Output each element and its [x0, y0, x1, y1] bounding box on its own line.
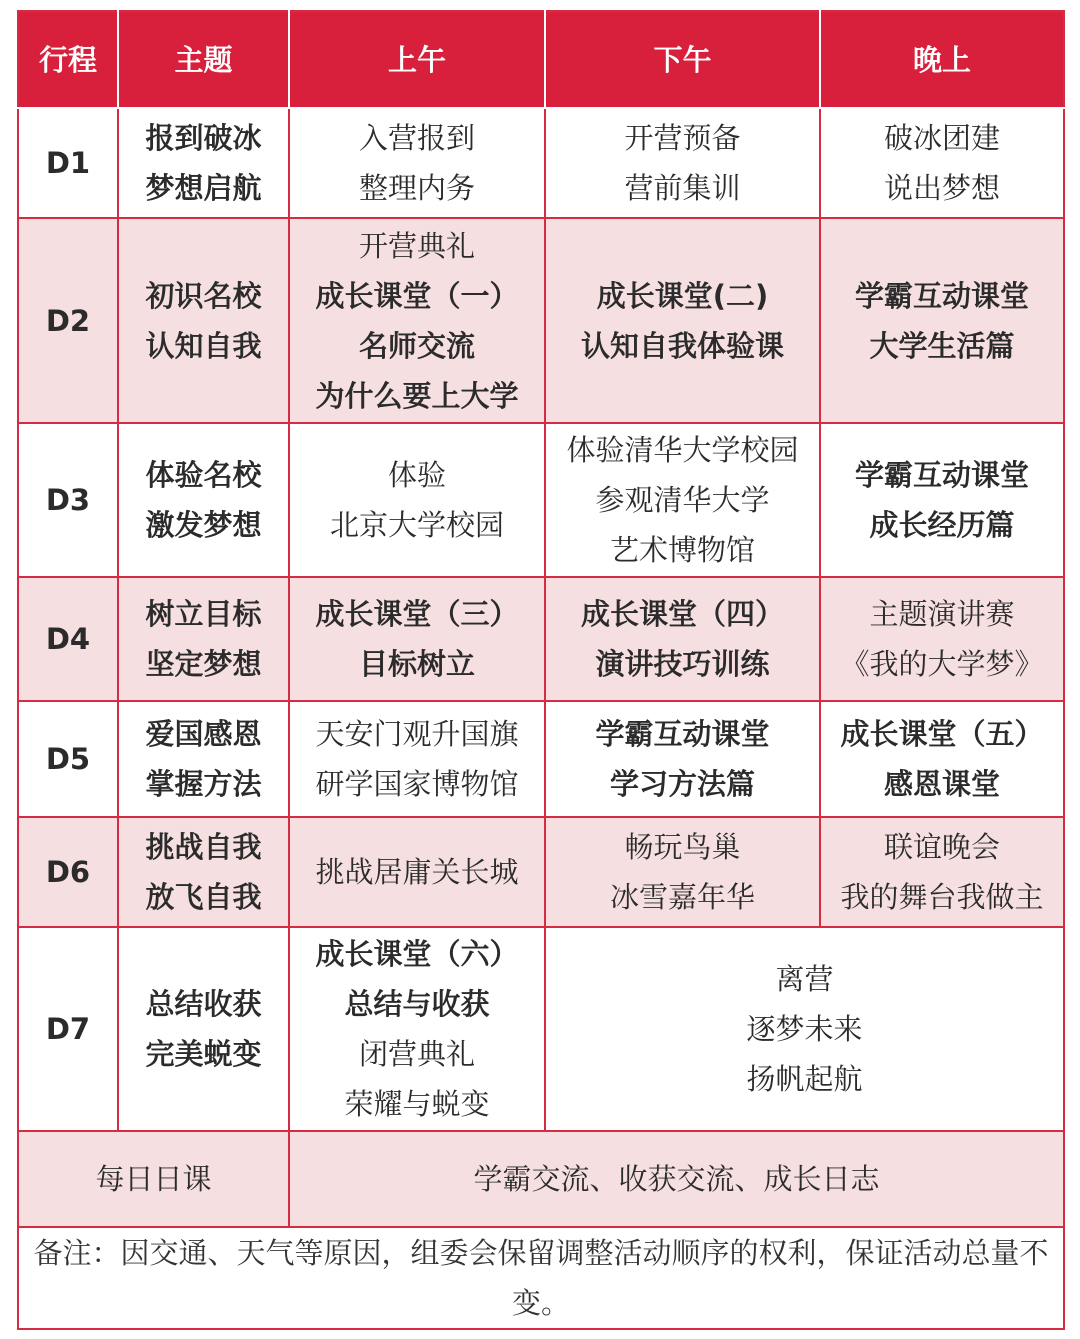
afternoon-cell [545, 218, 820, 423]
theme-cell-line: 掌握方法 [145, 767, 262, 801]
daily-row [18, 1131, 1064, 1227]
evening-cell-line: 大学生活篇 [869, 328, 1015, 363]
day-cell: D7 [18, 927, 118, 1131]
evening-cell-line: 我的舞台我做主 [840, 880, 1044, 914]
afternoon-cell-line: 演讲技巧训练 [595, 647, 770, 681]
evening-cell-line: 主题演讲赛 [869, 597, 1015, 631]
header-row [18, 11, 1064, 108]
morning-cell-line: 研学国家博物馆 [315, 767, 519, 801]
header-morning: 上午 [289, 11, 545, 108]
morning-cell-line: 挑战居庸关长城 [315, 855, 519, 889]
afternoon-cell-line: 学霸互动课堂 [595, 717, 770, 751]
note-row [18, 1227, 1064, 1329]
evening-cell-line: 联谊晚会 [883, 830, 1000, 864]
theme-cell [118, 423, 289, 577]
table-row [18, 577, 1064, 701]
day-cell: D6 [18, 817, 118, 927]
afternoon-evening-cell-line: 扬帆起航 [746, 1062, 863, 1096]
morning-cell-line: 成长课堂（一） [315, 278, 519, 313]
theme-cell-line: 认知自我 [145, 328, 262, 363]
theme-cell-line: 报到破冰 [145, 121, 262, 155]
theme-cell-line: 树立目标 [145, 597, 262, 631]
evening-cell [820, 817, 1064, 927]
theme-cell [118, 577, 289, 701]
day-cell: D4 [18, 577, 118, 701]
afternoon-cell [545, 423, 820, 577]
schedule-table [17, 10, 1065, 1330]
theme-cell [118, 701, 289, 817]
afternoon-cell [545, 817, 820, 927]
afternoon-evening-cell-line: 离营 [775, 962, 834, 996]
afternoon-cell-line: 开营预备 [624, 121, 741, 155]
morning-cell-line: 北京大学校园 [329, 508, 504, 542]
afternoon-cell-line: 畅玩鸟巢 [624, 830, 741, 864]
evening-cell-line: 成长课堂（五） [840, 717, 1044, 751]
evening-cell-line: 感恩课堂 [883, 767, 1000, 801]
evening-cell [820, 577, 1064, 701]
table-row [18, 423, 1064, 577]
afternoon-cell-line: 冰雪嘉年华 [609, 880, 755, 914]
table-row [18, 218, 1064, 423]
evening-cell-line: 学霸互动课堂 [854, 458, 1029, 492]
theme-cell-line: 激发梦想 [145, 508, 262, 542]
morning-cell [289, 927, 545, 1131]
afternoon-cell-line: 成长课堂（四） [580, 597, 784, 631]
morning-cell-line: 体验 [387, 458, 446, 492]
morning-cell-line: 成长课堂（三） [315, 597, 519, 631]
evening-cell-line: 破冰团建 [883, 121, 1000, 155]
theme-cell-line: 放飞自我 [145, 880, 262, 914]
afternoon-cell-line: 体验清华大学校园 [566, 433, 799, 467]
day-cell: D5 [18, 701, 118, 817]
evening-cell-line: 成长经历篇 [869, 508, 1015, 542]
morning-cell-line: 目标树立 [358, 647, 475, 681]
table-row [18, 701, 1064, 817]
theme-cell-line: 爱国感恩 [145, 717, 262, 751]
morning-cell-line: 为什么要上大学 [315, 378, 519, 413]
morning-cell [289, 817, 545, 927]
afternoon-cell [545, 577, 820, 701]
afternoon-cell-line: 营前集训 [624, 171, 741, 205]
table-row [18, 108, 1064, 218]
afternoon-cell-line: 成长课堂(二) [596, 278, 769, 313]
table-row [18, 817, 1064, 927]
afternoon-cell-line: 艺术博物馆 [609, 533, 755, 567]
day-cell: D1 [18, 108, 118, 218]
afternoon-evening-cell [545, 927, 1064, 1131]
morning-cell-line: 名师交流 [358, 328, 475, 363]
header-afternoon: 下午 [545, 11, 820, 108]
theme-cell-line: 挑战自我 [145, 830, 262, 864]
evening-cell [820, 108, 1064, 218]
afternoon-cell-line: 认知自我体验课 [580, 328, 784, 363]
morning-cell-line: 成长课堂（六） [315, 937, 519, 971]
morning-cell [289, 108, 545, 218]
afternoon-cell [545, 108, 820, 218]
theme-cell-line: 总结收获 [145, 987, 262, 1021]
evening-cell [820, 701, 1064, 817]
morning-cell-line: 入营报到 [358, 121, 475, 155]
morning-cell-line: 整理内务 [358, 171, 475, 205]
afternoon-cell-line: 学习方法篇 [609, 767, 755, 801]
afternoon-cell [545, 701, 820, 817]
evening-cell [820, 218, 1064, 423]
morning-cell [289, 577, 545, 701]
afternoon-evening-cell-line: 逐梦未来 [746, 1012, 863, 1046]
daily-content: 学霸交流、收获交流、成长日志 [289, 1131, 1064, 1227]
evening-cell-line: 说出梦想 [883, 171, 1000, 205]
theme-cell [118, 817, 289, 927]
note-text: 备注：因交通、天气等原因，组委会保留调整活动顺序的权利，保证活动总量不变。 [18, 1227, 1064, 1329]
header-itinerary: 行程 [18, 11, 118, 108]
header-evening: 晚上 [820, 11, 1064, 108]
morning-cell-line: 天安门观升国旗 [315, 717, 519, 751]
morning-cell [289, 701, 545, 817]
theme-cell [118, 108, 289, 218]
day-cell: D2 [18, 218, 118, 423]
table-row [18, 927, 1064, 1131]
theme-cell [118, 218, 289, 423]
morning-cell [289, 218, 545, 423]
morning-cell-line: 总结与收获 [344, 987, 490, 1021]
evening-cell-line: 学霸互动课堂 [854, 278, 1029, 313]
theme-cell [118, 927, 289, 1131]
morning-cell-line: 开营典礼 [358, 228, 475, 263]
header-theme: 主题 [118, 11, 289, 108]
theme-cell-line: 初识名校 [145, 278, 262, 313]
afternoon-cell-line: 参观清华大学 [595, 483, 770, 517]
theme-cell-line: 梦想启航 [145, 171, 262, 205]
theme-cell-line: 坚定梦想 [145, 647, 262, 681]
theme-cell-line: 体验名校 [145, 458, 262, 492]
theme-cell-line: 完美蜕变 [145, 1037, 262, 1071]
day-cell: D3 [18, 423, 118, 577]
morning-cell-line: 闭营典礼 [358, 1037, 475, 1071]
morning-cell [289, 423, 545, 577]
evening-cell-line: 《我的大学梦》 [840, 647, 1044, 681]
evening-cell [820, 423, 1064, 577]
morning-cell-line: 荣耀与蜕变 [344, 1087, 490, 1121]
daily-label: 每日日课 [18, 1131, 289, 1227]
